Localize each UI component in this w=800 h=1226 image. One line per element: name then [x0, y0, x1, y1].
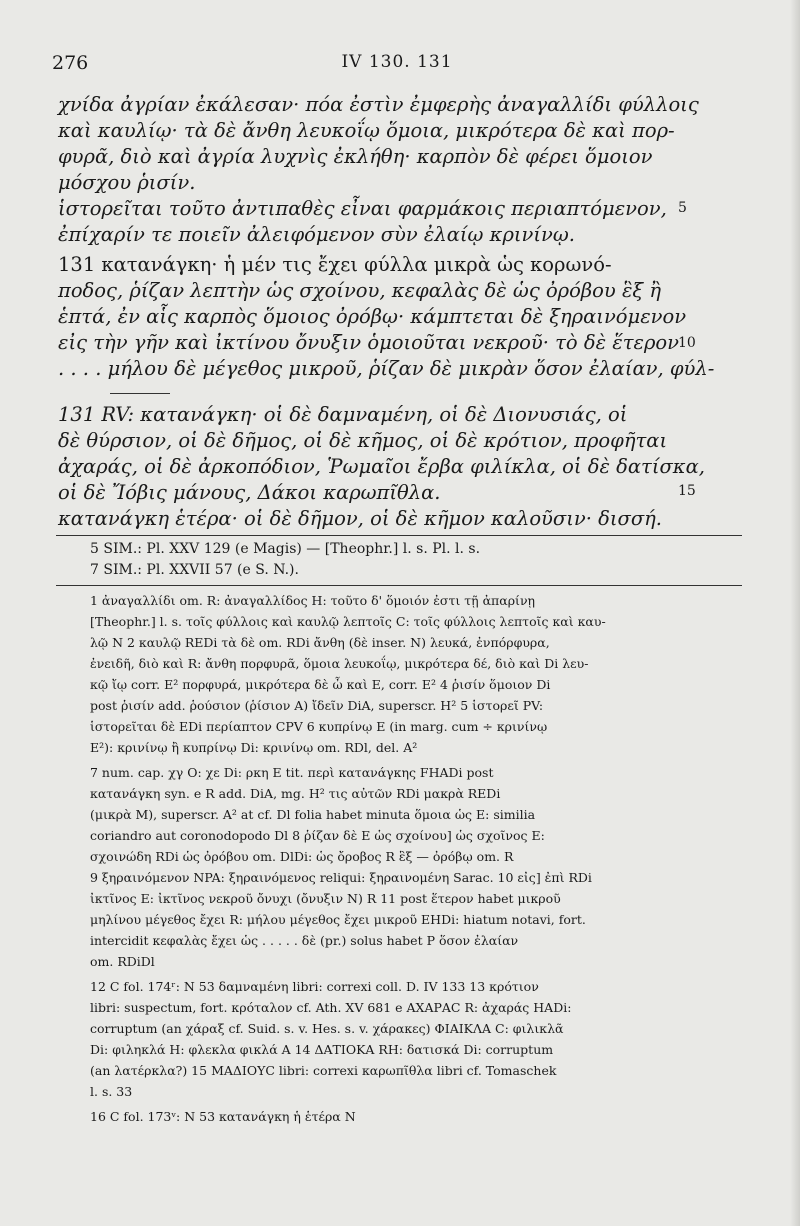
apparatus-line: intercidit κεφαλὰς ἔχει ὡς . . . . . δὲ (pr.) solus habet P ὅσον ἐλαίαν — [90, 933, 519, 948]
page-header — [52, 52, 742, 82]
text-line: ἐπίχαρίν τε ποιεῖν ἀλειφόμενον σὺν ἐλαίῳ κρινίνῳ. — [58, 223, 576, 246]
apparatus-fontium-line: 7 SIM.: Pl. XXVII 57 (e S. N.). — [90, 562, 299, 578]
apparatus-line: (an λατέρκλα?) 15 ΜΑΔΙΟΥC libri: correxi καρωπῖθλα libri cf. Tomaschek — [90, 1063, 557, 1078]
text-line: ἱστορεῖται τοῦτο ἀντιπαθὲς εἶναι φαρμάκοις περιαπτόμενον, — [58, 197, 667, 220]
apparatus-line: Di: φιληκλά H: φλεκλα φικλά A 14 ΔΑΤΙΟΚΑ RH: δατισκά Di: corruptum — [90, 1042, 554, 1057]
apparatus-line: libri: suspectum, fort. κρόταλον cf. Ath. XV 681 e ΑΧΑΡΑC R: ἀχαράς HADi: — [90, 1000, 572, 1015]
apparatus-line: 9 ξηραινόμενον NPA: ξηραινόμενος reliqui: ξηραινομένη Sarac. 10 εἰς] ἐπὶ RDi — [90, 870, 592, 885]
apparatus-fontium-line: 5 SIM.: Pl. XXV 129 (e Magis) — [Theophr.] l. s. Pl. l. s. — [90, 541, 481, 557]
apparatus-line: 12 C fol. 174ʳ: N 53 δαμναμένη libri: correxi coll. D. IV 133 13 κρότιον — [90, 979, 539, 994]
page-edge — [790, 0, 800, 1226]
apparatus-line: λῷ N 2 καυλῷ REDi τὰ δὲ om. RDi ἄνθη (δὲ inser. N) λευκά, ἐνπόρφυρα, — [90, 635, 550, 650]
apparatus-line: ἱστορεῖται δὲ EDi περίαπτον CPV 6 κυπρίνῳ E (in marg. cum ÷ κρινίνῳ — [90, 719, 548, 734]
apparatus-line: κατανάγκη syn. e R add. DiA, mg. H² τις αὐτῶν RDi μακρὰ REDi — [90, 786, 501, 801]
text-line: καὶ καυλίῳ· τὰ δὲ ἄνθη λευκοΐῳ ὅμοια, μικρότερα δὲ καὶ πορ- — [58, 119, 675, 142]
apparatus-line: post ῥισίν add. ῥούσιον (ῥίσιον A) ἴδεῖν DiA, superscr. H² 5 ἱστορεῖ PV: — [90, 698, 544, 713]
text-line: κατανάγκη ἑτέρα· οἱ δὲ δῆμον, οἱ δὲ κῆμον καλοῦσιν· δισσή. — [58, 507, 663, 530]
line-number: 10 — [678, 335, 696, 351]
rule-criticus — [56, 585, 742, 586]
line-number: 15 — [678, 483, 696, 499]
apparatus-line: 7 num. cap. χγ O: χε Di: ρκη E tit. περὶ κατανάγκης FHADi post — [90, 765, 494, 780]
text-line: χνίδα ἀγρίαν ἐκάλεσαν· πόα ἐστὶν ἐμφερὴς ἀναγαλλίδι φύλλοις — [58, 93, 699, 116]
apparatus-line: σχοινώδη RDi ὡς ὀρόβου om. DlDi: ὡς ὄροβος R ἓξ — ὀρόβῳ om. R — [90, 849, 514, 864]
line-number: 5 — [678, 200, 687, 216]
text-line: μόσχου ῥισίν. — [58, 171, 196, 194]
apparatus-line: 16 C fol. 173ᵛ: N 53 κατανάγκη ἡ ἑτέρα N — [90, 1109, 356, 1124]
text-line: ποδος, ῥίζαν λεπτὴν ὡς σχοίνου, κεφαλὰς δὲ ὡς ὀρόβου ἓξ ἢ — [58, 279, 662, 302]
rule-fontium — [56, 535, 742, 536]
apparatus-line: μηλίνου μέγεθος ἔχει R: μήλου μέγεθος ἔχει μικροῦ EHDi: hiatum notavi, fort. — [90, 912, 586, 927]
apparatus-line: 1 ἀναγαλλίδι om. R: ἀναγαλλίδος H: τοῦτο δ' ὅμοιόν ἐστι τῇ ἀπαρίνῃ — [90, 593, 536, 608]
text-line: δὲ θύρσιον, οἱ δὲ δῆμος, οἱ δὲ κῆμος, οἱ δὲ κρότιον, προφῆται — [58, 429, 668, 452]
apparatus-line: [Theophr.] l. s. τοῖς φύλλοις καὶ καυλῷ λεπτοῖς C: τοῖς φύλλοις λεπτοῖς καὶ καυ- — [90, 614, 606, 629]
text-line: . . . . μήλου δὲ μέγεθος μικροῦ, ῥίζαν δὲ μικρὰν ὅσον ἐλαίαν, φύλ- — [58, 357, 715, 380]
short-rule — [110, 393, 170, 394]
text-line: ἑπτά, ἐν αἷς καρπὸς ὅμοιος ὀρόβῳ· κάμπτεται δὲ ξηραινόμενον — [58, 305, 687, 328]
text-line: οἱ δὲ Ἴόβις μάνους, Δάκοι καρωπῖθλα. — [58, 481, 441, 504]
running-head: IV 130. 131 — [341, 52, 453, 72]
text-line: ἀχαράς, οἱ δὲ ἀρκοπόδιον, Ῥωμαῖοι ἔρβα φιλίκλα, οἱ δὲ δατίσκα, — [58, 455, 705, 478]
apparatus-line: l. s. 33 — [90, 1084, 133, 1099]
apparatus-line: ἰκτῖνος E: ἰκτῖνος νεκροῦ ὄνυχι (ὄνυξιν N) R 11 post ἕτερον habet μικροῦ — [90, 891, 561, 906]
apparatus-line: coriandro aut coronodopodo Dl 8 ῥίζαν δὲ E ὡς σχοίνου] ὡς σχοῖνος E: — [90, 828, 545, 843]
apparatus-line: κῷ ἴῳ corr. E² πορφυρά, μικρότερα δὲ ὦ καὶ E, corr. E² 4 ῥισίν ὅμοιον Di — [90, 677, 551, 692]
text-line: φυρᾶ, διὸ καὶ ἀγρία λυχνὶς ἐκλήθη· καρπὸν δὲ φέρει ὅμοιον — [58, 145, 653, 168]
text-line-chapter-131: 131 κατανάγκη· ἡ μέν τις ἔχει φύλλα μικρὰ ὡς κορωνό- — [58, 253, 612, 276]
apparatus-line: ἐνειδῆ, διὸ καὶ R: ἄνθη πορφυρᾶ, ὅμοια λευκοΐῳ, μικρότερα δέ, διὸ καὶ Di λευ- — [90, 656, 589, 671]
apparatus-line: E²): κρινίνῳ ἢ κυπρίνῳ Di: κρινίνῳ om. RDl, del. A² — [90, 740, 418, 755]
text-line: 131 RV: κατανάγκη· οἱ δὲ δαμναμένη, οἱ δὲ Διονυσιάς, οἱ — [58, 403, 628, 426]
page-number: 276 — [52, 52, 89, 74]
text-line: εἰς τὴν γῆν καὶ ἰκτίνου ὄνυξιν ὁμοιοῦται νεκροῦ· τὸ δὲ ἕτερον — [58, 331, 680, 354]
apparatus-line: om. RDiDl — [90, 954, 155, 969]
apparatus-line: corruptum (an χάραξ cf. Suid. s. v. Hes. s. v. χάρακες) ΦΙΑΙΚΛΑ C: φιλικλᾶ — [90, 1021, 564, 1036]
apparatus-line: (μικρὰ M), superscr. A² at cf. Dl folia habet minuta ὅμοια ὡς E: similia — [90, 807, 536, 822]
